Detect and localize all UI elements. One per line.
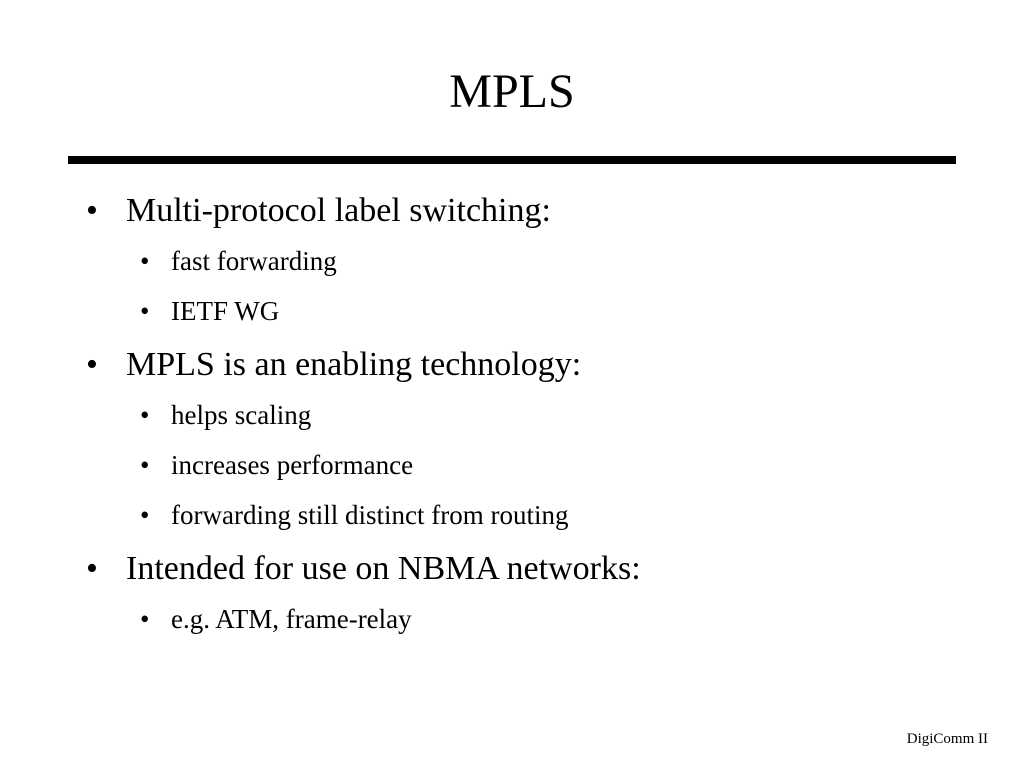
sub-bullet-item bbox=[0, 286, 1024, 336]
slide-title: MPLS bbox=[449, 65, 575, 118]
sub-bullet-item bbox=[0, 490, 1024, 540]
bullet-icon: • bbox=[86, 550, 98, 587]
sub-bullet-item bbox=[0, 594, 1024, 644]
bullet-text: helps scaling bbox=[171, 400, 312, 430]
bullet-text: Intended for use on NBMA networks: bbox=[126, 550, 641, 587]
bullet-icon: • bbox=[140, 604, 150, 634]
bullet-icon: • bbox=[140, 450, 150, 480]
bullet-item bbox=[0, 546, 1024, 592]
bullet-text: forwarding still distinct from routing bbox=[171, 500, 569, 530]
title-divider bbox=[68, 156, 956, 164]
bullet-list bbox=[0, 188, 1024, 644]
sub-bullet-item bbox=[0, 236, 1024, 286]
bullet-icon: • bbox=[86, 192, 98, 229]
bullet-icon: • bbox=[140, 500, 150, 530]
slide-footer: DigiComm II bbox=[906, 731, 988, 747]
bullet-text: e.g. ATM, frame-relay bbox=[171, 604, 412, 634]
sub-bullet-item bbox=[0, 390, 1024, 440]
bullet-text: fast forwarding bbox=[171, 246, 337, 276]
bullet-icon: • bbox=[140, 400, 150, 430]
bullet-text: IETF WG bbox=[171, 296, 280, 326]
bullet-item bbox=[0, 188, 1024, 234]
bullet-icon: • bbox=[140, 246, 150, 276]
bullet-text: MPLS is an enabling technology: bbox=[126, 346, 582, 383]
bullet-icon: • bbox=[86, 346, 98, 383]
sub-bullet-item bbox=[0, 440, 1024, 490]
bullet-text: Multi-protocol label switching: bbox=[126, 192, 551, 229]
bullet-item bbox=[0, 342, 1024, 388]
bullet-text: increases performance bbox=[171, 450, 414, 480]
bullet-icon: • bbox=[140, 296, 150, 326]
